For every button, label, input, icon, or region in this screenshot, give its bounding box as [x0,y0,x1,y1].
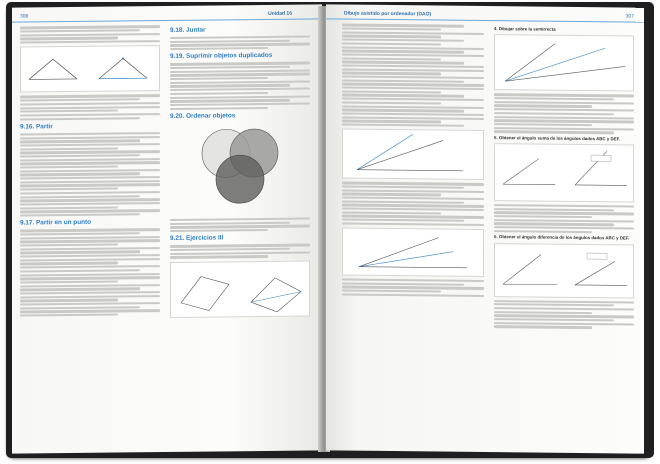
figure-overlapping-circles [170,122,310,215]
step-6-heading: 6. Obtener el ángulo diferencia de los ángulos dados ABC y DEF. [494,234,630,241]
left-page-header [12,8,322,22]
section-heading-partir-en-un-punto: 9.17. Partir en un punto [20,219,92,227]
right-page-column-1 [342,23,484,299]
figure-angle-sum [342,129,484,180]
left-page-column-1 [20,24,160,318]
right-page-number: 307 [625,13,634,20]
step-5-heading: 5. Obtener el ángulo suma de los ángulos dados ABC y DEF. [494,134,620,141]
figure-rectangles [170,260,310,317]
right-page [326,4,644,453]
right-page-header [326,8,644,22]
right-unit-label: Dibujo asistido por ordenador (DAO) [344,10,432,18]
section-heading-juntar: 9.18. Juntar [170,26,206,34]
figure-angle-difference [342,228,484,277]
left-unit-label: Unidad 16 [268,10,292,17]
section-heading-suprimir: 9.19. Suprimir objetos duplicados [170,52,273,61]
left-page-column-2 [170,23,310,321]
left-page-number: 306 [20,13,29,20]
figure-step-6 [494,243,634,298]
section-heading-ordenar: 9.20. Ordenar objetos [170,112,236,120]
figure-step-5 [494,143,634,202]
right-page-column-2 [494,24,634,330]
section-heading-ejercicios: 9.21. Ejercicios III [170,234,224,243]
left-page [12,4,322,453]
figure-semirrecta [494,35,634,92]
section-heading-partir: 9.16. Partir [20,123,53,131]
figure-triangles [20,46,160,93]
step-4-heading: 4. Dibujar sobre la semirrecta [494,26,556,32]
